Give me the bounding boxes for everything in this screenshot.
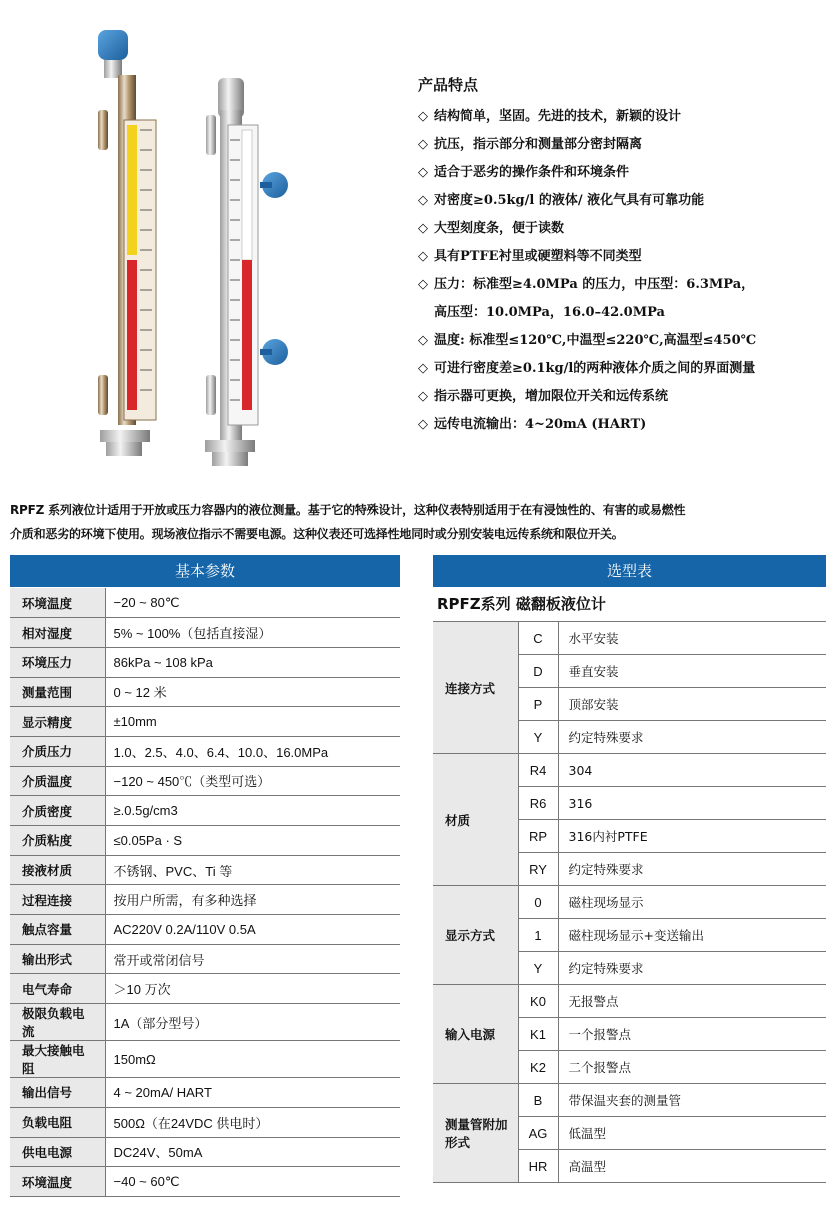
selection-desc: 约定特殊要求 xyxy=(558,853,826,886)
param-value: 4 ~ 20mA/ HART xyxy=(105,1078,400,1108)
selection-header: 选型表 xyxy=(433,555,826,587)
selection-desc: 顶部安装 xyxy=(558,688,826,721)
param-value: DC24V、50mA xyxy=(105,1137,400,1167)
feature-item: ◇ 远传电流输出：4~20mA (HART) xyxy=(418,411,828,439)
selection-code: HR xyxy=(518,1150,558,1183)
selection-code: C xyxy=(518,622,558,655)
param-key: 显示精度 xyxy=(10,707,105,737)
selection-code: 0 xyxy=(518,886,558,919)
param-value: −40 ~ 60℃ xyxy=(105,1167,400,1197)
selection-row xyxy=(433,886,826,919)
selection-desc: 304 xyxy=(558,754,826,787)
param-value: −120 ~ 450℃（类型可选） xyxy=(105,766,400,796)
param-row xyxy=(10,1167,400,1197)
param-value: 0 ~ 12 米 xyxy=(105,677,400,707)
diamond-icon: ◇ xyxy=(418,277,428,292)
selection-row xyxy=(433,622,826,655)
param-key: 相对湿度 xyxy=(10,618,105,648)
description-line: 介质和恶劣的环境下使用。现场液位指示不需要电源。这种仪表还可选择性地同时或分别安装电远传系统和限位开关。 xyxy=(10,527,624,541)
param-row xyxy=(10,677,400,707)
param-row xyxy=(10,1137,400,1167)
selection-desc: 316 xyxy=(558,787,826,820)
selection-desc: 高温型 xyxy=(558,1150,826,1183)
selection-desc: 磁柱现场显示+变送输出 xyxy=(558,919,826,952)
diamond-icon: ◇ xyxy=(418,221,428,236)
param-key: 过程连接 xyxy=(10,885,105,915)
param-key: 极限负载电流 xyxy=(10,1004,105,1041)
selection-code: Y xyxy=(518,721,558,754)
param-value: 150mΩ xyxy=(105,1041,400,1078)
features-section xyxy=(418,74,828,439)
param-key: 接液材质 xyxy=(10,855,105,885)
selection-group-name: 测量管附加形式 xyxy=(433,1084,518,1183)
features-title: 产品特点 xyxy=(418,76,479,94)
feature-item: ◇ 温度: 标准型≤120℃,中温型≤220℃,高温型≤450℃ xyxy=(418,327,828,355)
feature-item: ◇ 可进行密度差≥0.1kg/l的两种液体介质之间的界面测量 xyxy=(418,355,828,383)
param-key: 介质粘度 xyxy=(10,826,105,856)
param-value: 5% ~ 100%（包括直接湿） xyxy=(105,618,400,648)
param-row xyxy=(10,618,400,648)
param-row xyxy=(10,915,400,945)
feature-item: ◇ 对密度≥0.5kg/l 的液体/ 液化气具有可靠功能 xyxy=(418,187,828,215)
selection-code: K0 xyxy=(518,985,558,1018)
param-row xyxy=(10,1107,400,1137)
diamond-icon: ◇ xyxy=(418,193,428,208)
param-row xyxy=(10,796,400,826)
param-row xyxy=(10,826,400,856)
param-key: 触点容量 xyxy=(10,915,105,945)
param-key: 输出形式 xyxy=(10,944,105,974)
param-value: AC220V 0.2A/110V 0.5A xyxy=(105,915,400,945)
diamond-icon: ◇ xyxy=(418,165,428,180)
param-row xyxy=(10,855,400,885)
selection-code: AG xyxy=(518,1117,558,1150)
param-row xyxy=(10,974,400,1004)
param-key: 环境温度 xyxy=(10,588,105,618)
diamond-icon: ◇ xyxy=(418,333,428,348)
selection-code: K2 xyxy=(518,1051,558,1084)
param-key: 供电电源 xyxy=(10,1137,105,1167)
param-key: 负载电阻 xyxy=(10,1107,105,1137)
selection-row xyxy=(433,985,826,1018)
param-value: 不锈钢、PVC、Ti 等 xyxy=(105,855,400,885)
selection-group-name: 连接方式 xyxy=(433,622,518,754)
selection-group-name: 显示方式 xyxy=(433,886,518,985)
feature-item-continuation: 高压型：10.0MPa，16.0–42.0MPa xyxy=(434,305,665,320)
param-row xyxy=(10,736,400,766)
selection-desc: 磁柱现场显示 xyxy=(558,886,826,919)
diamond-icon: ◇ xyxy=(418,417,428,432)
selection-desc: 垂直安装 xyxy=(558,655,826,688)
param-value: 常开或常闭信号 xyxy=(105,944,400,974)
param-value: 500Ω（在24VDC 供电时） xyxy=(105,1107,400,1137)
param-value: 1.0、2.5、4.0、6.4、10.0、16.0MPa xyxy=(105,736,400,766)
description-line: RPFZ 系列液位计适用于开放或压力容器内的液位测量。基于它的特殊设计，这种仪表特别适用于在有浸蚀性的、有害的或易燃性 xyxy=(10,503,686,517)
selection-code: D xyxy=(518,655,558,688)
param-key: 测量范围 xyxy=(10,677,105,707)
param-row xyxy=(10,647,400,677)
diamond-icon: ◇ xyxy=(418,109,428,124)
selection-row xyxy=(433,754,826,787)
selection-desc: 水平安装 xyxy=(558,622,826,655)
selection-group-name: 材质 xyxy=(433,754,518,886)
diamond-icon: ◇ xyxy=(418,361,428,376)
param-row xyxy=(10,588,400,618)
selection-desc: 316内衬PTFE xyxy=(558,820,826,853)
selection-row xyxy=(433,1084,826,1117)
param-row xyxy=(10,944,400,974)
param-value: −20 ~ 80℃ xyxy=(105,588,400,618)
right-instrument xyxy=(205,78,288,466)
param-row xyxy=(10,707,400,737)
param-value: ≥.0.5g/cm3 xyxy=(105,796,400,826)
selection-table xyxy=(433,621,826,1183)
param-key: 环境压力 xyxy=(10,647,105,677)
params-header: 基本参数 xyxy=(10,555,400,587)
product-description xyxy=(10,498,830,546)
diamond-icon: ◇ xyxy=(418,137,428,152)
param-key: 电气寿命 xyxy=(10,974,105,1004)
diamond-icon: ◇ xyxy=(418,389,428,404)
param-value: 按用户所需，有多种选择 xyxy=(105,885,400,915)
param-key: 环境温度 xyxy=(10,1167,105,1197)
param-row xyxy=(10,766,400,796)
product-image xyxy=(60,20,320,470)
param-row xyxy=(10,885,400,915)
param-key: 介质压力 xyxy=(10,736,105,766)
selection-desc: 二个报警点 xyxy=(558,1051,826,1084)
selection-title: RPFZ系列 磁翻板液位计 xyxy=(437,595,606,613)
param-key: 最大接触电阻 xyxy=(10,1041,105,1078)
param-value: ≤0.05Pa · S xyxy=(105,826,400,856)
selection-code: P xyxy=(518,688,558,721)
param-row xyxy=(10,1041,400,1078)
selection-code: 1 xyxy=(518,919,558,952)
selection-code: R6 xyxy=(518,787,558,820)
selection-desc: 约定特殊要求 xyxy=(558,952,826,985)
selection-code: R4 xyxy=(518,754,558,787)
feature-item: ◇ 结构简单，坚固。先进的技术，新颖的设计 xyxy=(418,103,828,131)
param-value: 1A（部分型号） xyxy=(105,1004,400,1041)
selection-code: RP xyxy=(518,820,558,853)
param-key: 介质温度 xyxy=(10,766,105,796)
selection-code: K1 xyxy=(518,1018,558,1051)
selection-code: B xyxy=(518,1084,558,1117)
param-key: 输出信号 xyxy=(10,1078,105,1108)
selection-code: RY xyxy=(518,853,558,886)
selection-code: Y xyxy=(518,952,558,985)
param-row xyxy=(10,1078,400,1108)
selection-desc: 无报警点 xyxy=(558,985,826,1018)
feature-item: ◇ 大型刻度条，便于读数 xyxy=(418,215,828,243)
left-instrument xyxy=(98,30,156,456)
selection-group-name: 输入电源 xyxy=(433,985,518,1084)
diamond-icon: ◇ xyxy=(418,249,428,264)
selection-desc: 低温型 xyxy=(558,1117,826,1150)
param-row xyxy=(10,1004,400,1041)
selection-desc: 一个报警点 xyxy=(558,1018,826,1051)
feature-item: ◇ 适合于恶劣的操作条件和环境条件 xyxy=(418,159,828,187)
param-value: ＞10 万次 xyxy=(105,974,400,1004)
feature-item: ◇ 指示器可更换，增加限位开关和远传系统 xyxy=(418,383,828,411)
feature-item: ◇ 压力：标准型≥4.0MPa 的压力，中压型：6.3MPa， xyxy=(418,271,828,299)
selection-desc: 约定特殊要求 xyxy=(558,721,826,754)
selection-desc: 带保温夹套的测量管 xyxy=(558,1084,826,1117)
feature-item: ◇ 抗压，指示部分和测量部分密封隔离 xyxy=(418,131,828,159)
param-value: ±10mm xyxy=(105,707,400,737)
param-value: 86kPa ~ 108 kPa xyxy=(105,647,400,677)
param-key: 介质密度 xyxy=(10,796,105,826)
params-table xyxy=(10,588,400,1197)
feature-item: ◇ 具有PTFE衬里或硬塑料等不同类型 xyxy=(418,243,828,271)
